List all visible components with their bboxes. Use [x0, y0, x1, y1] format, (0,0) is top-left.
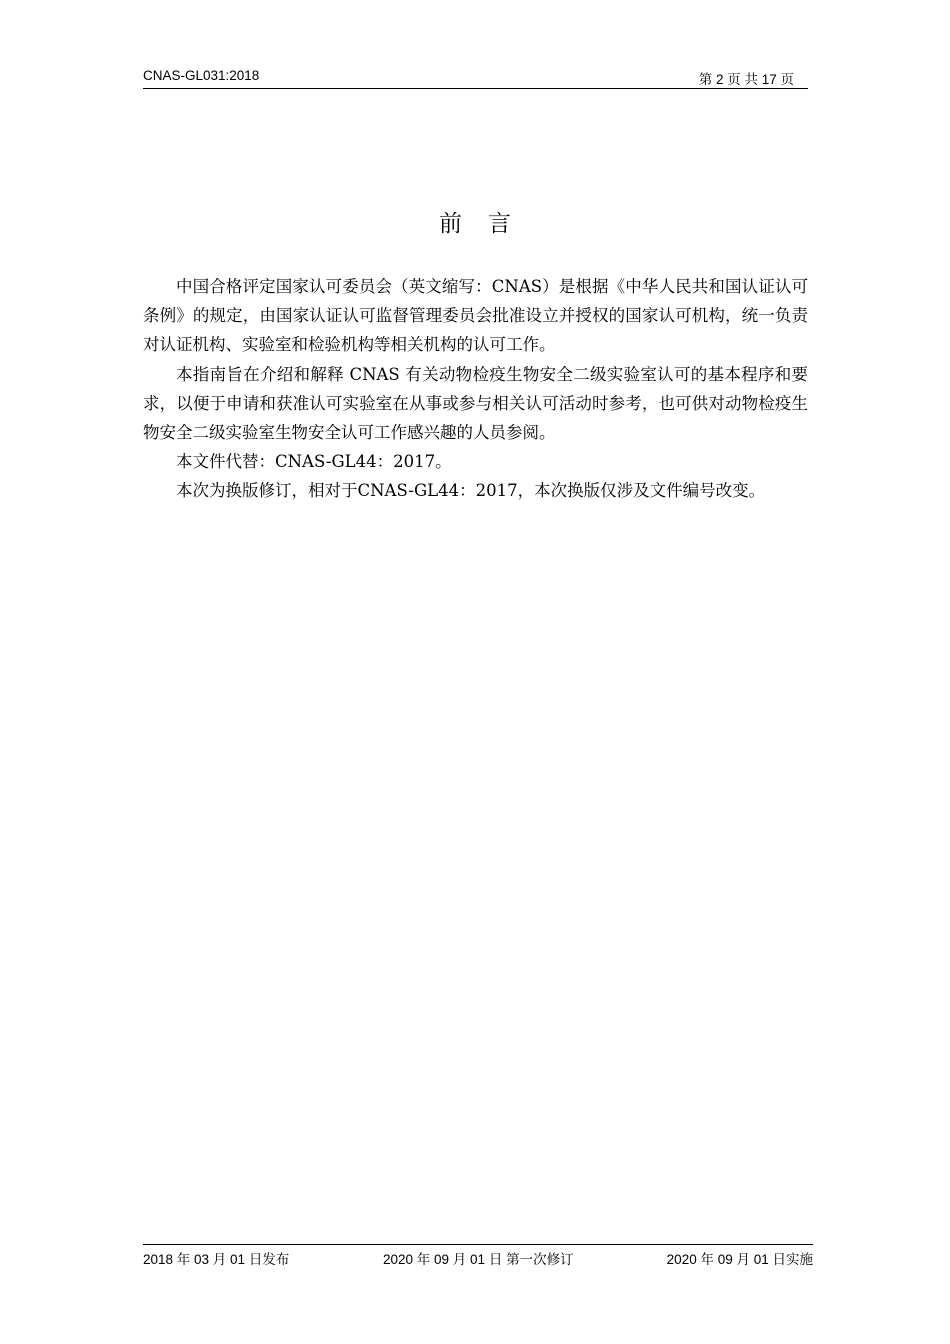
paragraph-revision-note: 本次为换版修订，相对于CNAS-GL44：2017，本次换版仅涉及文件编号改变。: [176, 481, 766, 501]
page-number-info: 第 2 页 共 17 页: [698, 72, 794, 87]
document-code: CNAS-GL031:2018: [143, 68, 260, 83]
page-footer: [143, 1244, 813, 1269]
paragraph-guide-purpose: 本指南旨在介绍和解释 CNAS 有关动物检疫生物安全二级实验室认可的基本程序和要求，以便于申请和获准认可实验室在从事或参与相关认可活动时参考，也可供对动物检疫生物安全二级实验室生物安全认可工作感兴趣的人员参阅。: [143, 364, 808, 443]
preface-body: [143, 272, 808, 506]
paragraph-cnas-intro: 中国合格评定国家认可委员会（英文缩写：CNAS）是根据《中华人民共和国认证认可条例》的规定，由国家认证认可监督管理委员会批准设立并授权的国家认可机构，统一负责对认证机构、实验室和检验机构等相关机构的认可工作。: [143, 277, 808, 355]
issue-date: 2018 年 03 月 01 日发布: [143, 1252, 290, 1267]
effective-date: 2020 年 09 月 01 日实施: [666, 1252, 813, 1267]
paragraph-replaces: 本文件代替：CNAS-GL44：2017。: [176, 452, 452, 472]
revision-date: 2020 年 09 月 01 日 第一次修订: [383, 1252, 574, 1267]
section-title: 前言: [439, 211, 537, 237]
page-header: [143, 66, 808, 89]
